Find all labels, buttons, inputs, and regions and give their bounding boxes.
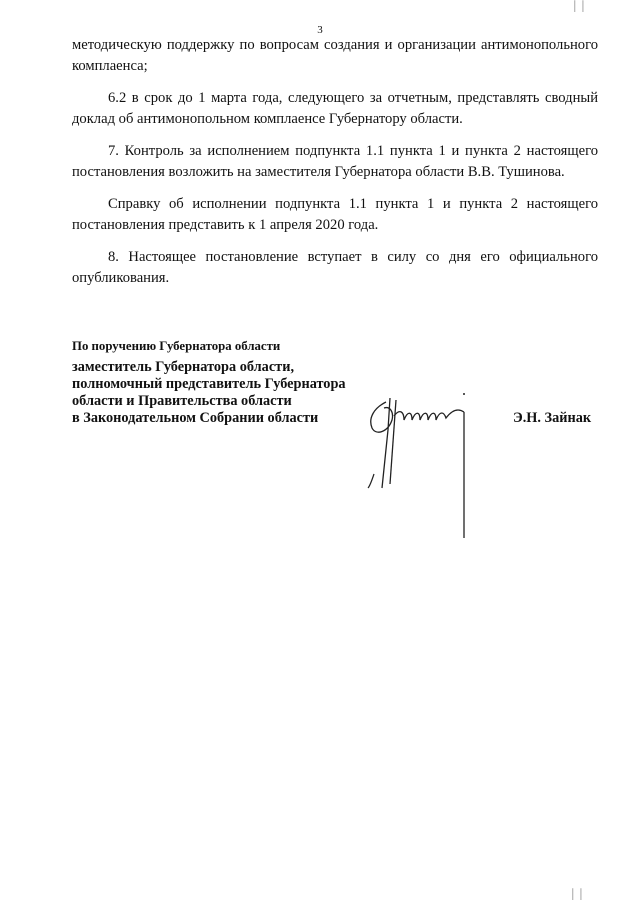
handwritten-signature	[360, 388, 480, 553]
document-body	[72, 35, 598, 300]
position-line-2: полномочный представитель Губернатора	[72, 376, 346, 392]
corner-mark-top: ׀ ׀	[572, 2, 586, 13]
page-number: 3	[317, 24, 323, 36]
corner-mark-bottom: ׀ ׀	[570, 890, 584, 901]
paragraph-report: Справку об исполнении подпункта 1.1 пункта 1 и пункта 2 настоящего постановления представить к 1 апреля 2020 года.	[72, 196, 598, 233]
paragraph-7: 7. Контроль за исполнением подпункта 1.1 пункта 1 и пункта 2 настоящего постановления возложить на заместителя Губернатора области В.В. Тушинова.	[72, 143, 598, 180]
signature-block	[72, 338, 346, 427]
signer-name: Э.Н. Зайнак	[513, 410, 592, 426]
paragraph-8: 8. Настоящее постановление вступает в силу со дня его официального опубликования.	[72, 249, 598, 286]
position-line-3: области и Правительства области	[72, 393, 292, 409]
position-line-1: заместитель Губернатора области,	[72, 359, 295, 375]
paragraph-continuation: методическую поддержку по вопросам создания и организации антимонопольного комплаенса;	[72, 37, 598, 74]
on-behalf-line: По поручению Губернатора области	[72, 339, 281, 353]
position-line-4: в Законодательном Собрании области	[72, 410, 319, 426]
paragraph-6-2: 6.2 в срок до 1 марта года, следующего за отчетным, представлять сводный доклад об антимонопольном комплаенсе Губернатору области.	[72, 90, 598, 127]
